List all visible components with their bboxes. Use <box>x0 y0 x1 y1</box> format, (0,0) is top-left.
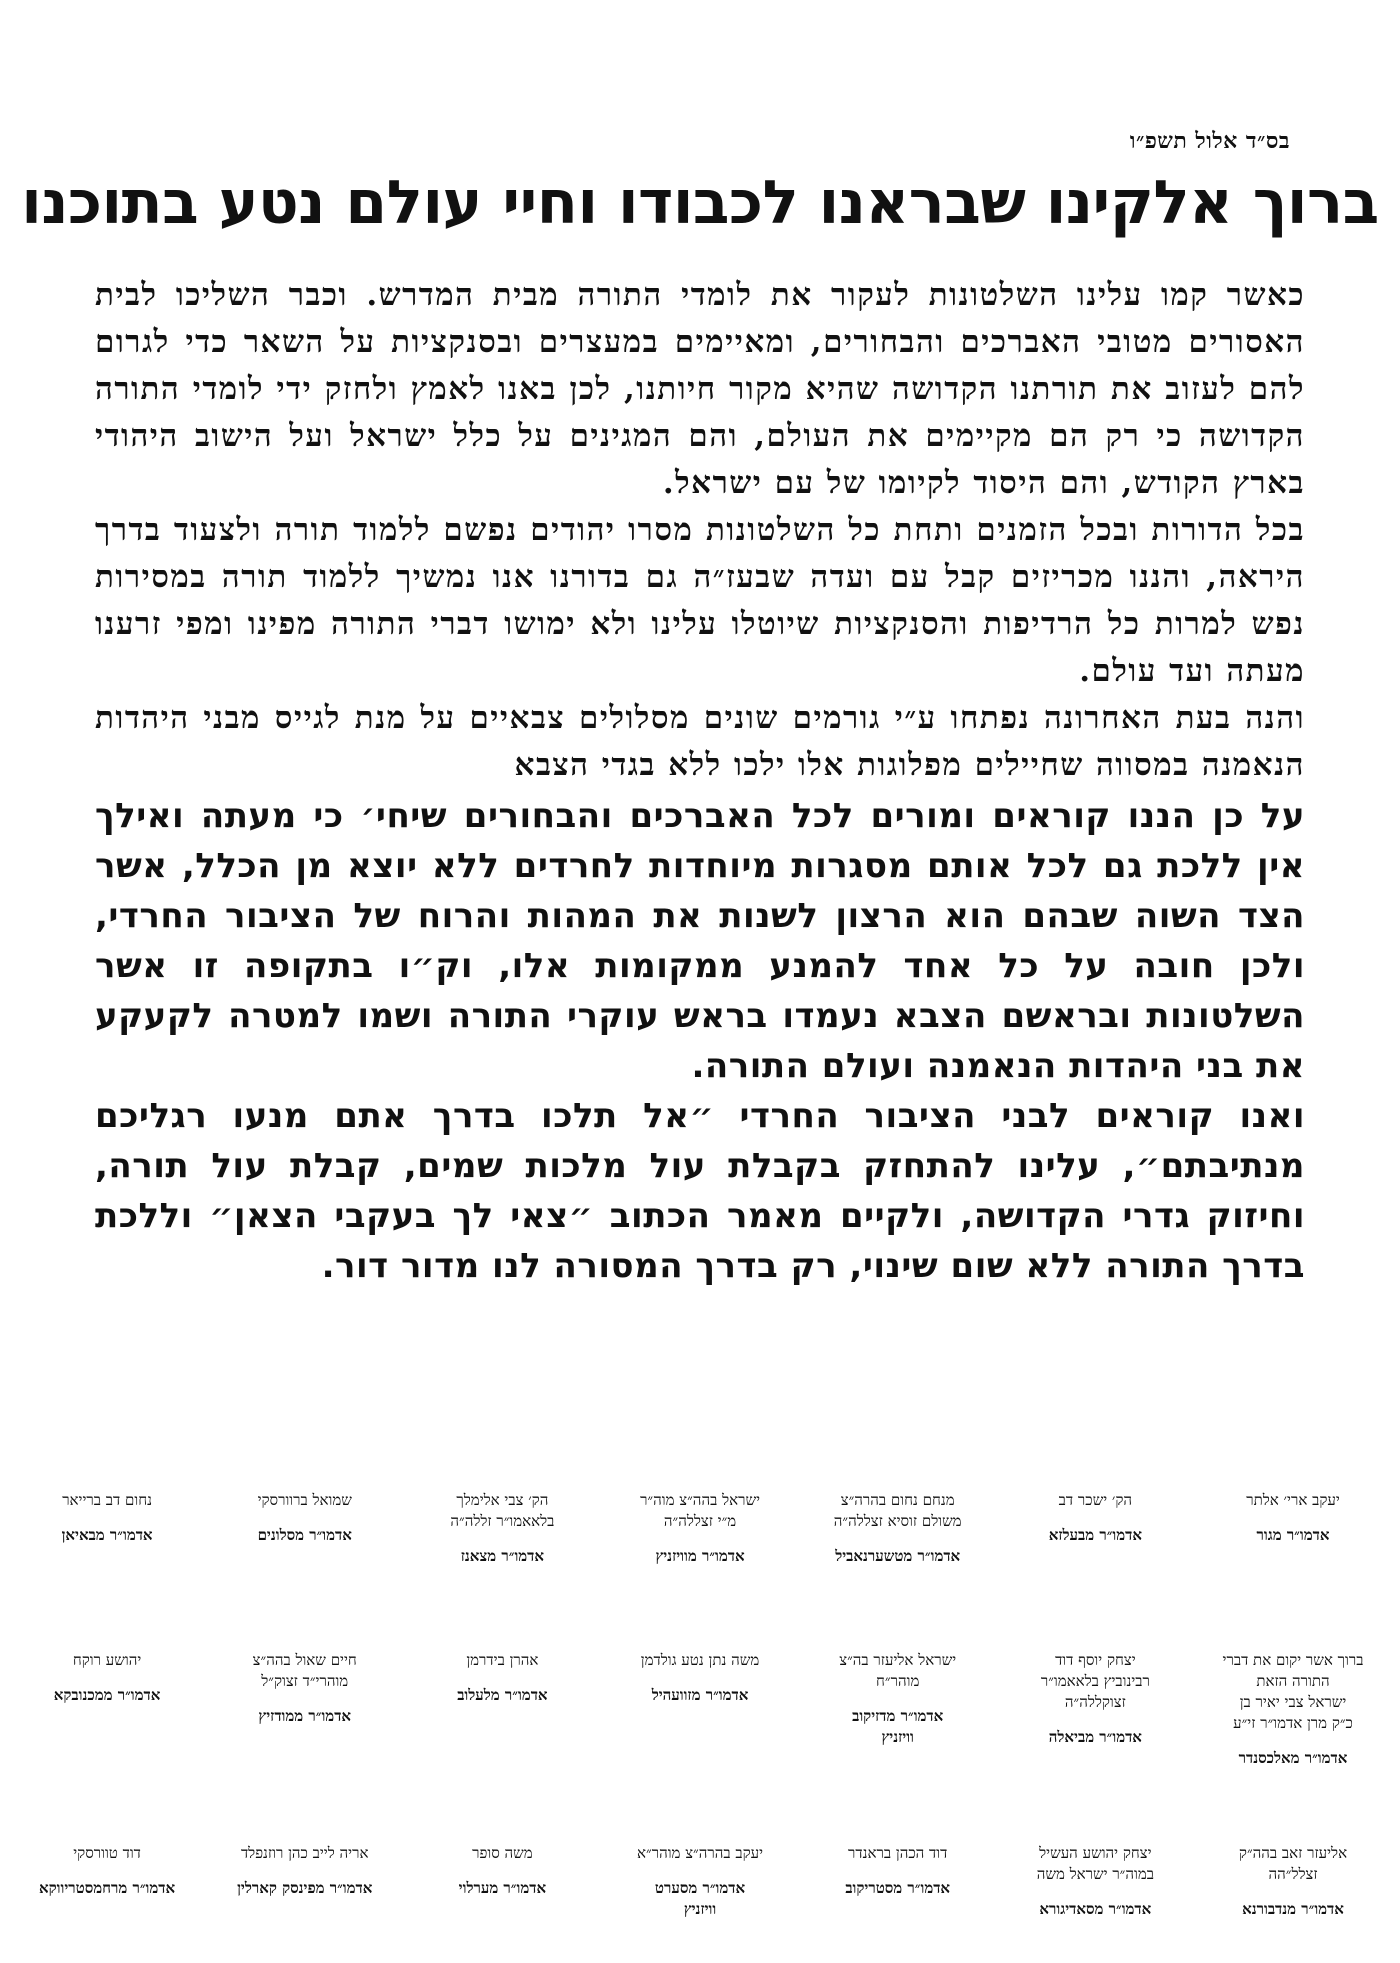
signer-title: אדמו״ר ממכנובקא <box>53 1686 161 1704</box>
signature <box>813 1843 983 1963</box>
signature <box>1010 1650 1180 1835</box>
signature <box>220 1650 390 1835</box>
signature <box>615 1650 785 1835</box>
signer-name: יעקב בהרה״צ מוהר״א <box>637 1844 764 1862</box>
signer-name: דוד טוורסקי <box>73 1844 141 1862</box>
signer-title: אדמו״ר מנדבורנא <box>1242 1900 1344 1918</box>
signer-name: אליעזר זאב בהה״ק זצלל״הה <box>1238 1844 1348 1883</box>
signer-title: אדמו״ר מגור <box>1256 1526 1330 1544</box>
signer-title: אדמו״ר מסערט וויזניץ <box>654 1879 746 1918</box>
signature <box>22 1490 192 1640</box>
signer-name: משה נתן נטע גולדמן <box>640 1651 760 1669</box>
signer-name: יהושע רוקח <box>72 1651 142 1669</box>
signer-title: אדמו״ר מפינסק קארלין <box>237 1879 373 1897</box>
signer-name: אריה לייב כהן רוזנפלד <box>240 1844 369 1862</box>
signature <box>813 1650 983 1835</box>
signer-name: נחום דב ברייאר <box>62 1491 152 1509</box>
signer-name: יעקב ארי׳ אלתר <box>1246 1491 1340 1509</box>
signer-title: אדמו״ר מסלונים <box>257 1526 352 1544</box>
signer-title: אדמו״ר מסאדיגורא <box>1039 1900 1152 1918</box>
signer-name: שמואל ברוורסקי <box>257 1491 352 1509</box>
signer-name: יצחק יהושע העשיל במוה״ר ישראל משה <box>1036 1844 1154 1883</box>
signer-name: אהרן בידרמן <box>466 1651 539 1669</box>
signer-title: אדמו״ר מלעלוב <box>457 1686 548 1704</box>
signer-title: אדמו״ר מסטריקוב <box>845 1879 951 1897</box>
signature <box>220 1843 390 1963</box>
signer-name: משה סופר <box>472 1844 533 1862</box>
signer-title: אדמו״ר מערלוי <box>458 1879 547 1897</box>
signature <box>22 1843 192 1963</box>
signer-title: אדמו״ר מאלכסנדר <box>1238 1749 1348 1767</box>
signer-title: אדמו״ר מביאלה <box>1048 1728 1142 1746</box>
signature <box>615 1843 785 1963</box>
signer-title: אדמו״ר מוויזניץ <box>655 1547 745 1565</box>
signature <box>417 1490 587 1640</box>
signature-row-1 <box>22 1490 1378 1640</box>
paragraph-3: והנה בעת האחרונה נפתחו ע״י גורמים שונים מסלולים צבאיים על מנת לגייס מבני היהדות הנאמנה במסווה שחיילים מפלוגות אלו ילכו ללא בגדי הצבא <box>95 700 1305 783</box>
signer-title: אדמו״ר מצאנז <box>460 1547 545 1565</box>
signature <box>22 1650 192 1835</box>
signature <box>417 1650 587 1835</box>
signature <box>1208 1650 1378 1835</box>
signature <box>417 1843 587 1963</box>
dateline: בס״ד אלול תשפ״ו <box>1129 128 1290 154</box>
signatures-block <box>22 1490 1378 1963</box>
signer-title: אדמו״ר מטשערנאביל <box>835 1547 961 1565</box>
signer-name: ישראל אליעזר בה״צ מוהר״ח <box>839 1651 957 1690</box>
paragraph-5: ואנו קוראים לבני הציבור החרדי ״אל תלכו בדרך אתם מנעו רגליכם מנתיבתם״, עלינו להתחזק בקבלת עול מלכות שמים, קבלת עול תורה, וחיזוק גדרי הקדושה, ולקיים מאמר הכתוב ״צאי לך בעקבי הצאן״ וללכת בדרך התורה ללא שום שינוי, רק בדרך המסורה לנו מדור דור. <box>95 1096 1305 1286</box>
signer-name: ישראל בהה״צ מוה״ר מ״י זצללה״ה <box>640 1491 761 1530</box>
signature <box>1208 1843 1378 1963</box>
paragraph-2: בכל הדורות ובכל הזמנים ותחת כל השלטונות מסרו יהודים נפשם ללמוד תורה ולצעוד בדרך היראה, והננו מכריזים קבל עם ועדה שבעז״ה גם בדורנו אנו נמשיך ללמוד תורה במסירות נפש למרות כל הרדיפות והסנקציות שיוטלו עלינו ולא ימושו דברי התורה מפינו ומפי זרענו מעתה ועד עולם. <box>95 512 1305 689</box>
signer-title: אדמו״ר ממודזיץ <box>258 1707 352 1725</box>
signature-row-2 <box>22 1650 1378 1835</box>
paragraph-4: על כן הננו קוראים ומורים לכל האברכים והבחורים שיחי׳ כי מעתה ואילך אין ללכת גם לכל אותם מסגרות מיוחדות לחרדים ללא יוצא מן הכלל, אשר הצד השוה שבהם הוא הרצון לשנות את המהות והרוח של הציבור החרדי, ולכן חובה על כל אחד להמנע ממקומות אלו, וק״ו בתקופה זו אשר השלטונות ובראשם הצבא נעמדו בראש עוקרי התורה ושמו למטרה לקעקע את בני היהדות הנאמנה ועולם התורה. <box>95 796 1305 1086</box>
signer-name: דוד הכהן בראנדר <box>848 1844 948 1862</box>
signature <box>1010 1490 1180 1640</box>
signer-title: אדמו״ר מדזיקוב וויזניץ <box>852 1707 944 1746</box>
letter-body <box>95 272 1305 1291</box>
signer-name: הק׳ צבי אלימלך בלאאמו״ר זללה״ה <box>450 1491 555 1530</box>
signer-name: יצחק יוסף דוד רבינוביץ בלאאמו״ר זצוקללה״ה <box>1040 1651 1150 1711</box>
signer-title: אדמו״ר מבאיאן <box>61 1526 153 1544</box>
signature-row-3 <box>22 1843 1378 1963</box>
signer-title: אדמו״ר מזוועהיל <box>651 1686 749 1704</box>
paragraph-1: כאשר קמו עלינו השלטונות לעקור את לומדי התורה מבית המדרש. וכבר השליכו לבית האסורים מטובי האברכים והבחורים, ומאיימים במעצרים ובסנקציות על השאר כדי לגרום להם לעזוב את תורתנו הקדושה שהיא מקור חיותנו, לכן באנו לאמץ ולחזק ידי לומדי התורה הקדושה כי רק הם מקיימים את העולם, והם המגינים על כלל ישראל ועל הישוב היהודי בארץ הקודש, והם היסוד לקיומו של עם ישראל. <box>95 277 1305 501</box>
signature <box>1010 1843 1180 1963</box>
signature <box>1208 1490 1378 1640</box>
signature <box>220 1490 390 1640</box>
signer-name: מנחם נחום בהרה״צ משולם זוסיא זצללה״ה <box>833 1491 962 1530</box>
signer-title: אדמו״ר מבעלזא <box>1048 1526 1142 1544</box>
signer-name: הק׳ ישכר דב <box>1058 1491 1133 1509</box>
signer-name: חיים שאול בהה״צ מוהרי״ד זצוק״ל <box>252 1651 357 1690</box>
signature <box>813 1490 983 1640</box>
signer-name: ברוך אשר יקום את דברי התורה הזאת ישראל צבי יאיר בן כ״ק מרן אדמו״ר זי״ע <box>1222 1651 1364 1732</box>
headline: ברוך אלקינו שבראנו לכבודו וחיי עולם נטע בתוכנו <box>21 168 1379 238</box>
signer-title: אדמו״ר מרחמסטריווקא <box>39 1879 176 1897</box>
signature <box>615 1490 785 1640</box>
